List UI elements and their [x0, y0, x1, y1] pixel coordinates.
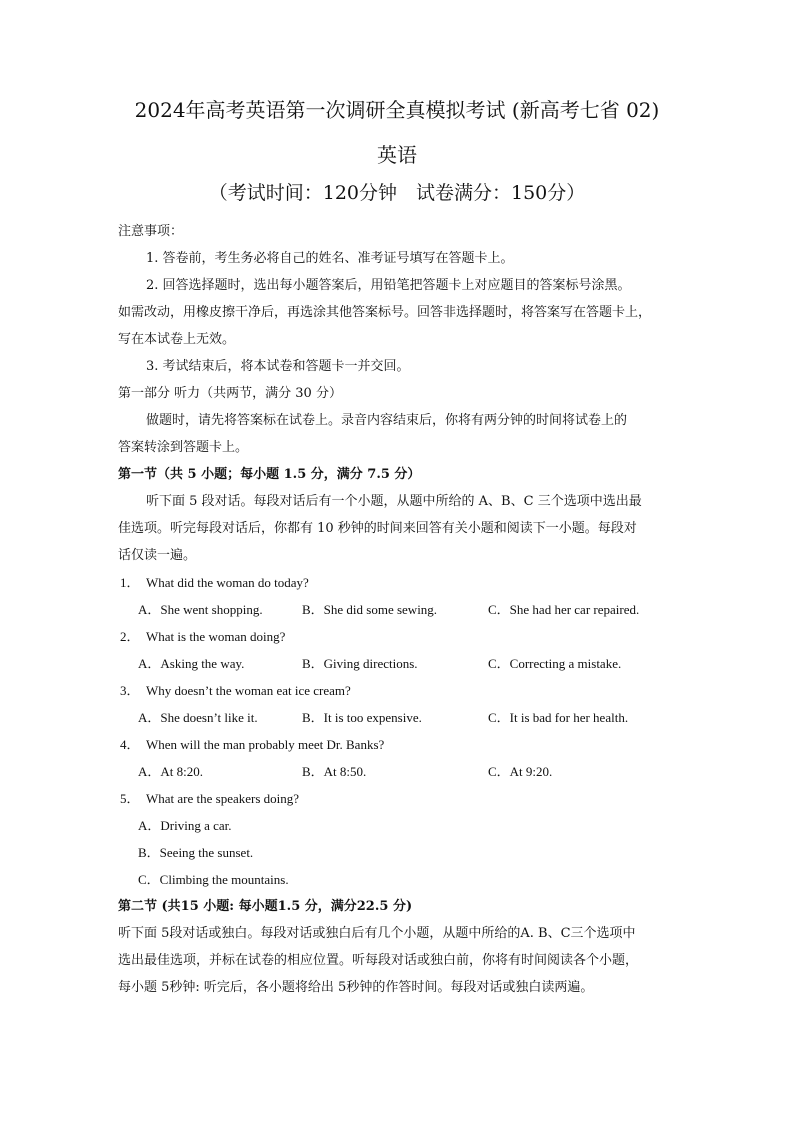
question-options — [118, 704, 678, 731]
option-c: C．Correcting a mistake. — [488, 656, 622, 671]
note-item: 如需改动，用橡皮擦干净后，再选涂其他答案标号。回答非选择题时，将答案写在答题卡上， — [118, 305, 652, 320]
part1-instruction: 答案转涂到答题卡上。 — [118, 440, 249, 455]
option-b: B．Giving directions. — [302, 656, 418, 671]
question-stem: 2． What is the woman doing? — [120, 629, 286, 644]
subject-title: 英语 — [377, 143, 417, 167]
section2-heading: 第二节 (共15 小题: 每小题1.5 分，满分22.5 分) — [118, 899, 413, 914]
exam-content — [118, 218, 678, 1001]
option-b: B．It is too expensive. — [302, 710, 422, 725]
note-item: 2. 回答选择题时，选出每小题答案后，用铅笔把答题卡上对应题目的答案标号涂黑。 — [146, 278, 631, 293]
option-a: A．Driving a car. — [138, 818, 232, 833]
option-b: B．Seeing the sunset. — [138, 845, 254, 860]
question-options — [118, 758, 678, 785]
section2-instruction: 选出最佳选项，并标在试卷的相应位置。听每段对话或独白前，你将有时间阅读各个小题， — [118, 953, 639, 968]
question-options — [118, 596, 678, 623]
part1-instruction: 做题时，请先将答案标在试卷上。录音内容结束后，你将有两分钟的时间将试卷上的 — [146, 413, 628, 428]
option-b: B．At 8:50. — [302, 764, 367, 779]
question-stem: 1． What did the woman do today? — [120, 575, 309, 590]
note-item: 3. 考试结束后，将本试卷和答题卡一并交回。 — [146, 359, 410, 374]
section2-instruction: 听下面 5段对话或独白。每段对话或独白后有几个小题，从题中所给的A. B、C三个选项中 — [118, 926, 636, 941]
option-c: C．Climbing the mountains. — [138, 872, 289, 887]
section1-instruction: 佳选项。听完每段对话后，你都有 10 秒钟的时间来回答有关小题和阅读下一小题。每段对 — [118, 521, 637, 536]
section1-heading: 第一节（共 5 小题；每小题 1.5 分，满分 7.5 分） — [118, 467, 421, 482]
note-item: 1. 答卷前，考生务必将自己的姓名、准考证号填写在答题卡上。 — [146, 251, 514, 266]
question-stem: 5． What are the speakers doing? — [120, 791, 300, 806]
part1-heading: 第一部分 听力（共两节，满分 30 分） — [118, 386, 342, 401]
notes-heading: 注意事项： — [118, 224, 184, 239]
exam-time-info: （考试时间：120分钟 试卷满分：150分） — [208, 182, 586, 204]
question-stem: 3． Why doesn’t the woman eat ice cream? — [120, 683, 351, 698]
section1-instruction: 话仅读一遍。 — [118, 548, 197, 563]
option-b: B．She did some sewing. — [302, 602, 438, 617]
option-c: C．At 9:20. — [488, 764, 553, 779]
note-item: 写在本试卷上无效。 — [118, 332, 236, 347]
section1-instruction: 听下面 5 段对话。每段对话后有一个小题，从题中所给的 A、B、C 三个选项中选出最 — [146, 494, 642, 509]
option-a: A．At 8:20. — [138, 764, 204, 779]
page-title: 2024年高考英语第一次调研全真模拟考试 (新高考七省 02) — [134, 98, 660, 122]
question-stem: 4． When will the man probably meet Dr. Banks? — [120, 737, 385, 752]
option-a: A．She doesn’t like it. — [138, 710, 258, 725]
option-c: C．It is bad for her health. — [488, 710, 629, 725]
section2-instruction: 每小题 5秒钟: 听完后，各小题将给出 5秒钟的作答时间。每段对话或独白读两遍。 — [118, 980, 594, 995]
question-options — [118, 650, 678, 677]
option-a: A．She went shopping. — [138, 602, 263, 617]
option-a: A．Asking the way. — [138, 656, 245, 671]
option-c: C．She had her car repaired. — [488, 602, 640, 617]
